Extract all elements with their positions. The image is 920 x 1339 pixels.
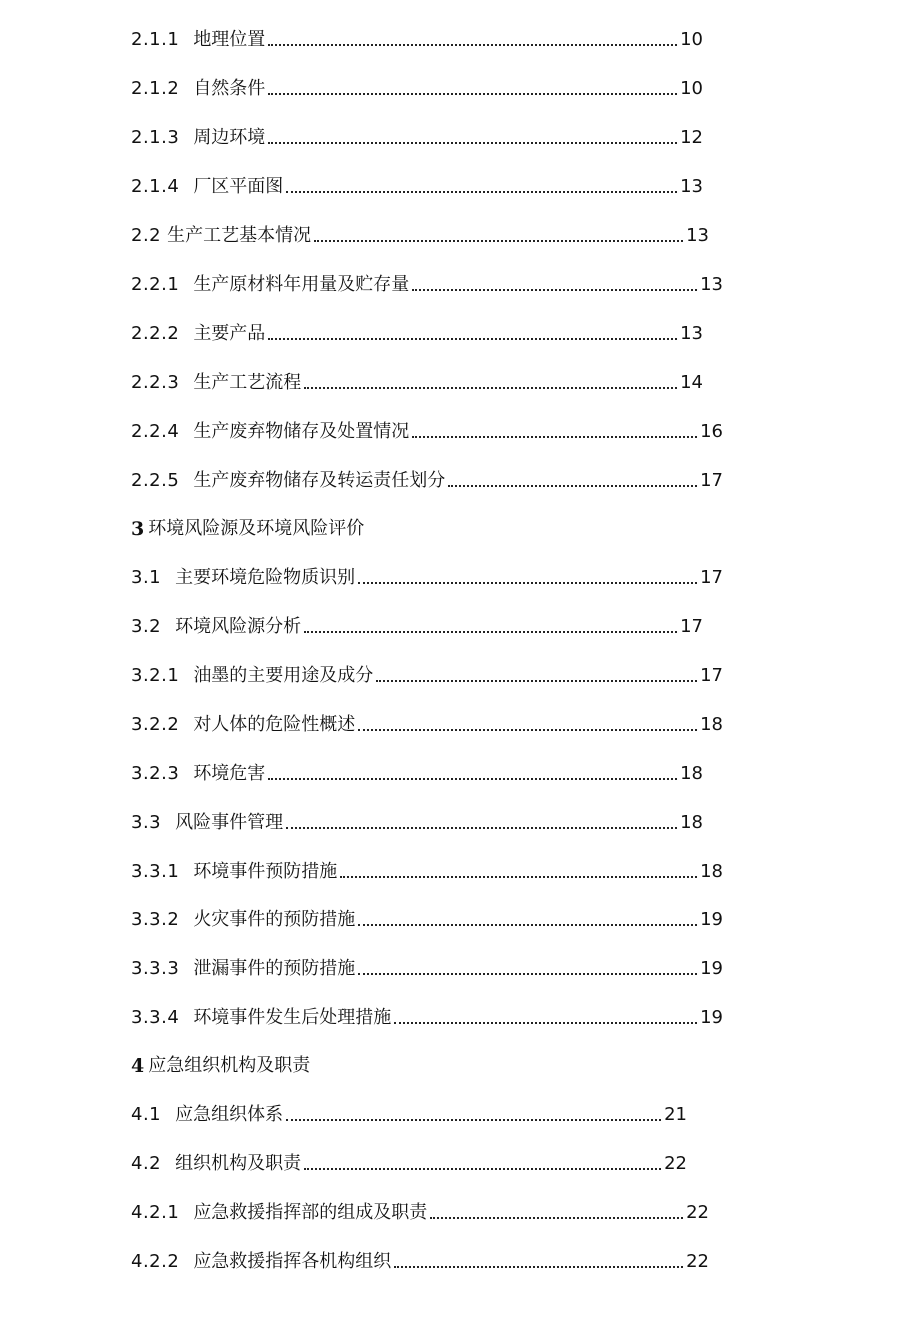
toc-number: 2.1.3 — [131, 127, 180, 148]
toc-entry-2-2-5 — [131, 463, 723, 493]
toc-page-number: 18 — [700, 861, 723, 882]
toc-title: 主要产品 — [193, 323, 266, 344]
toc-number: 3.3.1 — [131, 861, 180, 882]
toc-entry-4-2-2 — [131, 1244, 709, 1274]
toc-page-number: 12 — [680, 127, 703, 148]
toc-number: 3.3 — [131, 812, 162, 833]
toc-page-number: 22 — [686, 1202, 709, 1223]
dot-leader — [268, 778, 677, 780]
toc-page-number: 22 — [664, 1153, 687, 1174]
toc-number: 3.3.4 — [131, 1007, 180, 1028]
dot-leader — [430, 1217, 683, 1219]
toc-heading-4 — [131, 1048, 310, 1078]
toc-entry-3-3-2 — [131, 902, 723, 932]
toc-title: 环境危害 — [193, 763, 266, 784]
toc-page-number: 19 — [700, 958, 723, 979]
toc-page-number: 18 — [680, 763, 703, 784]
toc-page-number: 21 — [664, 1104, 687, 1125]
toc-chapter-number: 4 — [131, 1055, 145, 1077]
toc-title: 火灾事件的预防措施 — [193, 909, 356, 930]
toc-entry-2-2 — [131, 218, 709, 248]
toc-number: 4.1 — [131, 1104, 162, 1125]
dot-leader — [268, 93, 677, 95]
toc-chapter-title: 应急组织机构及职责 — [148, 1055, 311, 1076]
dot-leader — [340, 876, 697, 878]
dot-leader — [412, 289, 697, 291]
toc-page-number: 10 — [680, 29, 703, 50]
dot-leader — [304, 631, 677, 633]
toc-chapter-number: 3 — [131, 518, 145, 540]
toc-entry-2-1-4 — [131, 169, 703, 199]
toc-title: 应急组织体系 — [175, 1104, 284, 1125]
toc-title: 应急救援指挥部的组成及职责 — [193, 1202, 428, 1223]
dot-leader — [314, 240, 683, 242]
toc-number: 3.3.3 — [131, 958, 180, 979]
toc-title: 生产废弃物储存及转运责任划分 — [193, 470, 446, 491]
toc-entry-2-2-2 — [131, 316, 703, 346]
toc-entry-3-2-1 — [131, 658, 723, 688]
toc-title: 风险事件管理 — [175, 812, 284, 833]
toc-entry-4-2 — [131, 1146, 687, 1176]
dot-leader — [358, 729, 697, 731]
toc-number: 2.1.1 — [131, 29, 180, 50]
toc-number: 2.2.1 — [131, 274, 180, 295]
toc-entry-4-2-1 — [131, 1195, 709, 1225]
toc-page-number: 17 — [700, 665, 723, 686]
toc-entry-3-1 — [131, 560, 723, 590]
toc-title: 主要环境危险物质识别 — [175, 567, 356, 588]
dot-leader — [304, 1168, 661, 1170]
toc-number: 3.3.2 — [131, 909, 180, 930]
toc-number: 3.2.3 — [131, 763, 180, 784]
toc-title: 应急救援指挥各机构组织 — [193, 1251, 392, 1272]
toc-entry-3-3-4 — [131, 1000, 723, 1030]
toc-number: 2.2.4 — [131, 421, 180, 442]
toc-page-number: 14 — [680, 372, 703, 393]
toc-title: 厂区平面图 — [193, 176, 284, 197]
toc-title: 生产废弃物储存及处置情况 — [193, 421, 410, 442]
toc-entry-2-1-2 — [131, 71, 703, 101]
toc-entry-2-2-4 — [131, 414, 723, 444]
toc-page-number: 13 — [680, 176, 703, 197]
toc-title: 环境事件发生后处理措施 — [193, 1007, 392, 1028]
toc-page-number: 16 — [700, 421, 723, 442]
toc-entry-3-3 — [131, 805, 703, 835]
toc-title: 组织机构及职责 — [175, 1153, 302, 1174]
toc-page-number: 19 — [700, 909, 723, 930]
toc-page-number: 18 — [680, 812, 703, 833]
toc-title: 环境事件预防措施 — [193, 861, 338, 882]
toc-number: 3.1 — [131, 567, 162, 588]
toc-entry-2-2-3 — [131, 365, 703, 395]
dot-leader — [268, 338, 677, 340]
dot-leader — [394, 1022, 697, 1024]
toc-number: 2.2.2 — [131, 323, 180, 344]
toc-entry-2-1-1 — [131, 22, 703, 52]
toc-chapter-title: 环境风险源及环境风险评价 — [148, 518, 365, 539]
toc-number: 2.2.3 — [131, 372, 180, 393]
dot-leader — [358, 582, 697, 584]
toc-number: 2.2 — [131, 225, 162, 246]
dot-leader — [412, 436, 697, 438]
toc-entry-4-1 — [131, 1097, 687, 1127]
dot-leader — [286, 1119, 661, 1121]
toc-title: 油墨的主要用途及成分 — [193, 665, 374, 686]
toc-title: 生产工艺基本情况 — [167, 225, 312, 246]
dot-leader — [376, 680, 697, 682]
dot-leader — [268, 142, 677, 144]
toc-entry-3-2-3 — [131, 756, 703, 786]
toc-number: 4.2.1 — [131, 1202, 180, 1223]
toc-title: 周边环境 — [193, 127, 266, 148]
toc-title: 生产原材料年用量及贮存量 — [193, 274, 410, 295]
toc-number: 4.2 — [131, 1153, 162, 1174]
toc-number: 3.2.1 — [131, 665, 180, 686]
toc-number: 2.2.5 — [131, 470, 180, 491]
toc-title: 自然条件 — [193, 78, 266, 99]
toc-number: 2.1.2 — [131, 78, 180, 99]
toc-title: 泄漏事件的预防措施 — [193, 958, 356, 979]
toc-page-number: 22 — [686, 1251, 709, 1272]
dot-leader — [358, 924, 697, 926]
toc-page-number: 17 — [680, 616, 703, 637]
toc-number: 3.2 — [131, 616, 162, 637]
dot-leader — [394, 1266, 683, 1268]
toc-title: 地理位置 — [193, 29, 266, 50]
toc-number: 3.2.2 — [131, 714, 180, 735]
dot-leader — [286, 827, 677, 829]
toc-title: 对人体的危险性概述 — [193, 714, 356, 735]
dot-leader — [268, 44, 677, 46]
toc-page-number: 13 — [700, 274, 723, 295]
toc-entry-3-3-1 — [131, 854, 723, 884]
toc-title: 环境风险源分析 — [175, 616, 302, 637]
toc-page-number: 18 — [700, 714, 723, 735]
toc-page-number: 17 — [700, 470, 723, 491]
dot-leader — [304, 387, 677, 389]
toc-number: 2.1.4 — [131, 176, 180, 197]
dot-leader — [286, 191, 677, 193]
toc-entry-2-2-1 — [131, 267, 723, 297]
toc-entry-3-2-2 — [131, 707, 723, 737]
toc-page-number: 19 — [700, 1007, 723, 1028]
dot-leader — [358, 973, 697, 975]
toc-entry-2-1-3 — [131, 120, 703, 150]
toc-number: 4.2.2 — [131, 1251, 180, 1272]
toc-heading-3 — [131, 511, 364, 541]
toc-entry-3-3-3 — [131, 951, 723, 981]
toc-page-number: 17 — [700, 567, 723, 588]
toc-entry-3-2 — [131, 609, 703, 639]
dot-leader — [448, 485, 697, 487]
toc-page-number: 13 — [680, 323, 703, 344]
toc-title: 生产工艺流程 — [193, 372, 302, 393]
toc-page-number: 13 — [686, 225, 709, 246]
toc-page-number: 10 — [680, 78, 703, 99]
